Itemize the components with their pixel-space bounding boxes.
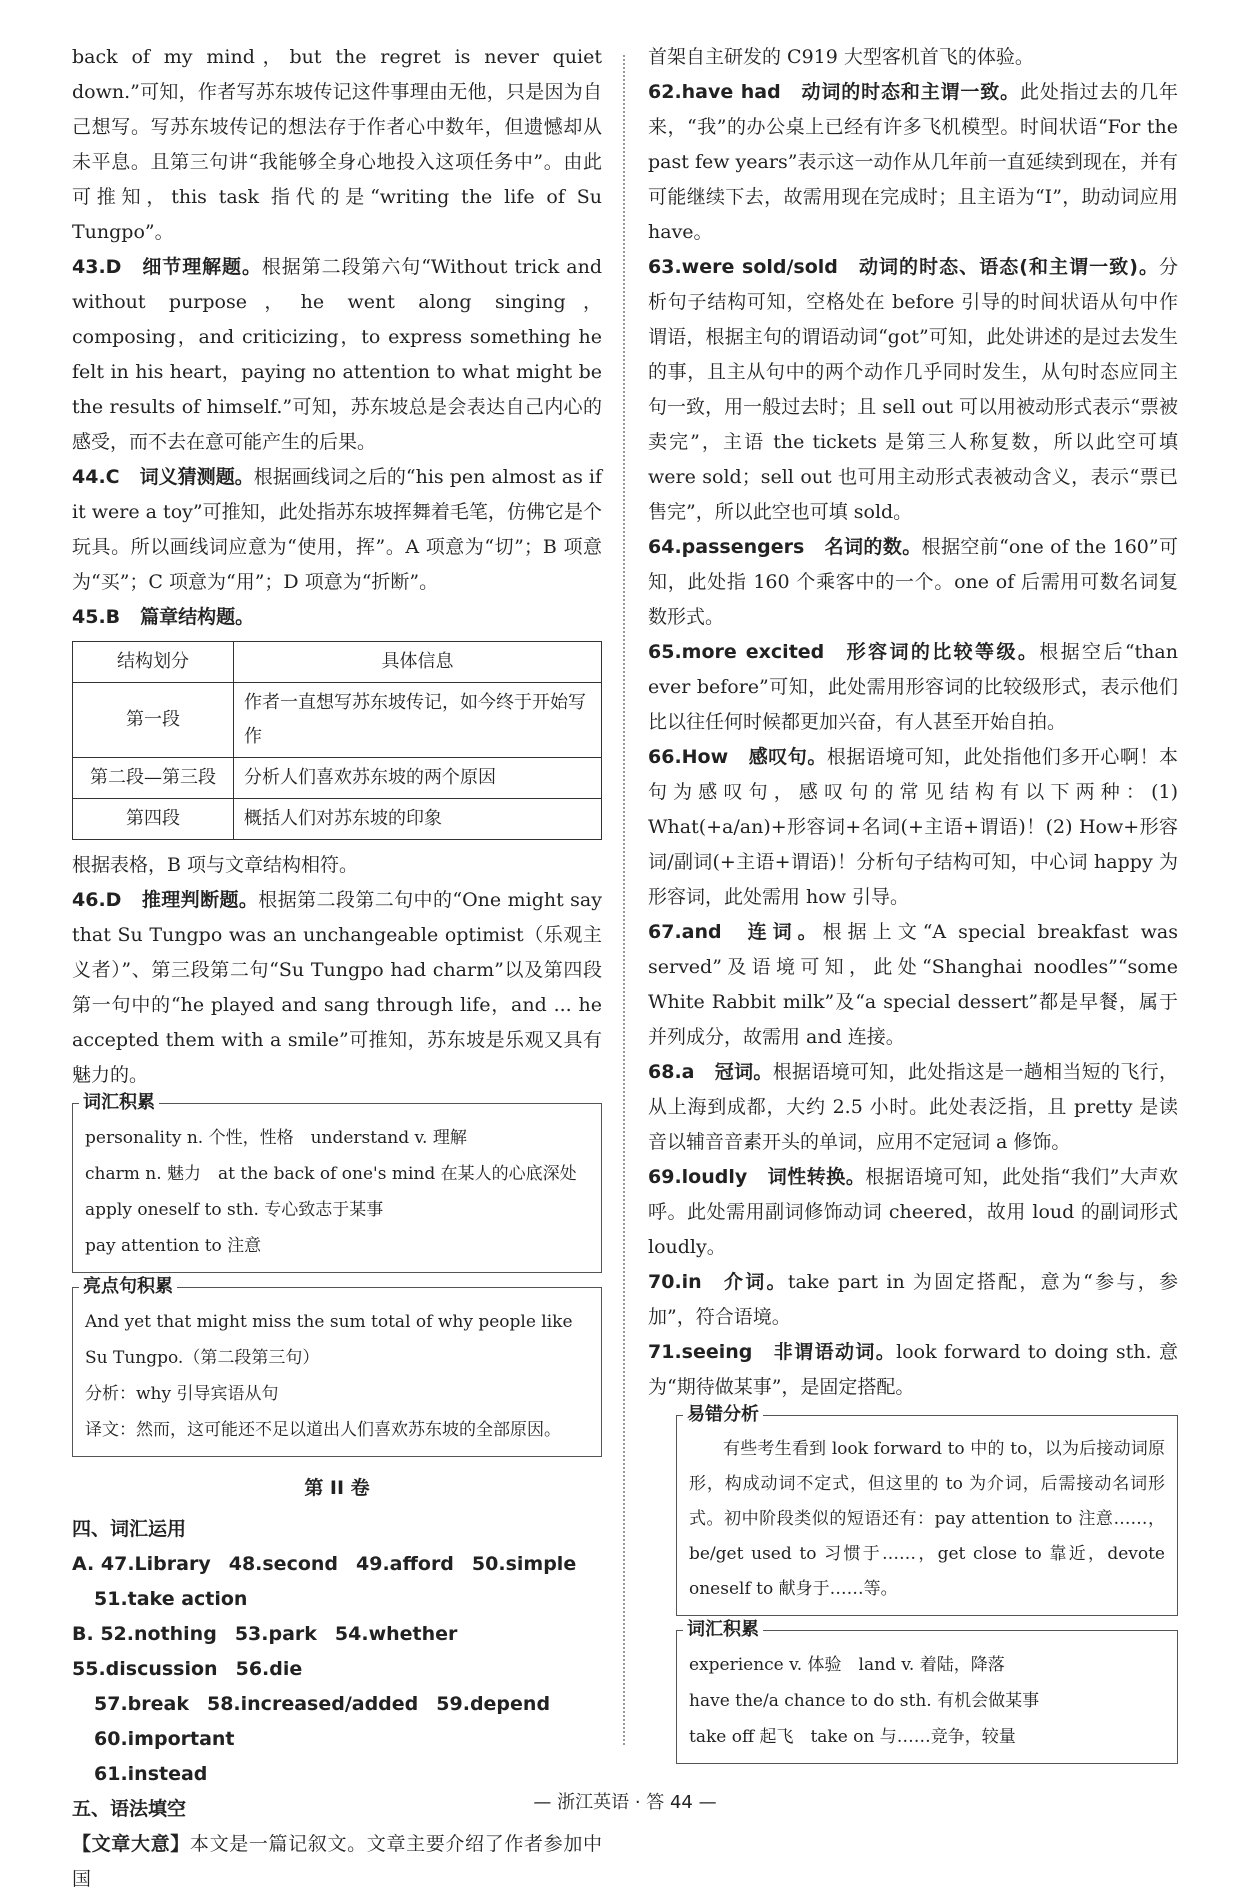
- q70-number: 70.in: [648, 1271, 702, 1293]
- q43-explanation: 根据第二段第六句“Without trick and without purpose，he went along singing，composing，and criticizing，to express something he felt in his heart，paying no attention to what might be the results of himself.”可知，苏东坡总是会表达自己内心的感受，而不去在意可能产生的后果。: [72, 256, 602, 453]
- q65-answer: [648, 635, 1178, 740]
- table-cell: 第二段—第三段: [73, 758, 234, 799]
- q63-type: 动词的时态、语态(和主谓一致)。: [857, 256, 1159, 278]
- volume-two-heading: 第 II 卷: [304, 1477, 370, 1499]
- q64-answer: [648, 530, 1178, 635]
- q66-explanation: 根据语境可知，此处指他们多开心啊！本句为感叹句，感叹句的常见结构有以下两种：(1) What(+a/an)+形容词+名词(+主语+谓语)！(2) How+形容词/副词(+主语+谓语)！分析句子结构可知，中心词 happy 为形容词，此处需用 how 引导。: [648, 746, 1178, 908]
- answer-item: 49.afford: [356, 1553, 454, 1575]
- q67-type: 连词。: [741, 921, 823, 943]
- table-cell: 分析人们喜欢苏东坡的两个原因: [234, 758, 602, 799]
- error-analysis-text: 有些考生看到 look forward to 中的 to，以为后接动词原形，构成动词不定式，但这里的 to 为介词，后需接动名词形式。初中阶段类似的短语还有：pay attention to 注意……，be/get used to 习惯于……，get close to 靠近，devote oneself to 献身于……等。: [689, 1439, 1165, 1599]
- right-column: [648, 40, 1178, 1778]
- main-idea-text: 本文是一篇记叙文。文章主要介绍了作者参加中国: [72, 1833, 602, 1890]
- q43-type: 细节理解题。: [141, 256, 262, 278]
- main-idea-continuation: 首架自主研发的 C919 大型客机首飞的体验。: [648, 46, 1034, 68]
- q70-explanation: take part in 为固定搭配，意为“参与，参加”，符合语境。: [648, 1271, 1178, 1328]
- q45-type: 篇章结构题。: [140, 606, 255, 628]
- sentence-line: 分析：why 引导宾语从句: [85, 1384, 279, 1404]
- vocab-line: experience v. 体验 land v. 着陆，降落: [689, 1655, 1005, 1675]
- page-footer: — 浙江英语 · 答 44 —: [533, 1792, 717, 1813]
- table-row: [73, 799, 602, 840]
- q64-explanation: 根据空前“one of the 160”可知，此处指 160 个乘客中的一个。one of 后需用可数名词复数形式。: [648, 536, 1178, 628]
- vocab-line: take off 起飞 take on 与……竞争，较量: [689, 1727, 1016, 1747]
- table-cell: 作者一直想写苏东坡传记，如今终于开始写作: [234, 683, 602, 758]
- table-row: [73, 683, 602, 758]
- answer-item: 51.take action: [94, 1588, 248, 1610]
- q66-type: 感叹句。: [748, 746, 827, 768]
- q43-answer: [72, 250, 602, 460]
- vocab-box-right-title: 词汇积累: [683, 1617, 763, 1643]
- q71-answer: [648, 1335, 1178, 1405]
- q45-number: 45.B: [72, 606, 121, 628]
- q71-type: 非谓语动词。: [772, 1341, 897, 1363]
- q65-number: 65.more excited: [648, 641, 825, 663]
- answer-item: 59.depend: [436, 1693, 551, 1715]
- table-header-structure: 结构划分: [73, 642, 234, 683]
- q62-number: 62.have had: [648, 81, 781, 103]
- q67-number: 67.and: [648, 921, 722, 943]
- answer-item: 53.park: [234, 1623, 317, 1645]
- q63-explanation: 分析句子结构可知，空格处在 before 引导的时间状语从句中作谓语，根据主句的谓语动词“got”可知，此处讲述的是过去发生的事，且主从句中的两个动作几乎同时发生，从句时态应同主句一致，用一般过去时；且 sell out 可以用被动形式表示“票被卖完”，主语 the tickets 是第三人称复数，所以此空可填 were sold；sell out 也可用主动形式表被动含义，表示“票已售完”，所以此空也可填 sold。: [648, 256, 1178, 523]
- q46-explanation: 根据第二段第二句中的“One might say that Su Tungpo was an unchangeable optimist（乐观主义者）”、第三段第二句“Su Tungpo had charm”以及第四段第一句中的“he played and sang through life，and ... he accepted them with a smile”可推知，苏东坡是乐观又具有魅力的。: [72, 889, 602, 1086]
- q45-conclusion: 根据表格，B 项与文章结构相符。: [72, 854, 359, 876]
- q62-type: 动词的时态和主谓一致。: [800, 81, 1020, 103]
- answer-item: 50.simple: [471, 1553, 577, 1575]
- q71-explanation: look forward to doing sth. 意为“期待做某事”，是固定搭配。: [648, 1341, 1178, 1398]
- q62-answer: [648, 75, 1178, 250]
- q63-number: 63.were sold/sold: [648, 256, 838, 278]
- answer-item: 61.instead: [94, 1763, 208, 1785]
- sentence-line: And yet that might miss the sum total of why people like Su Tungpo.（第二段第三句）: [85, 1312, 573, 1368]
- q69-answer: [648, 1160, 1178, 1265]
- answer-item: A. 47.Library: [72, 1553, 211, 1575]
- q46-answer: [72, 883, 602, 1093]
- vocab-line: apply oneself to sth. 专心致志于某事: [85, 1200, 384, 1220]
- q42-continuation: back of my mind，but the regret is never quiet down.”可知，作者写苏东坡传记这件事理由无他，只是因为自己想写。写苏东坡传记的想法存于作者心中数年，但遗憾却从未平息。且第三句讲“我能够全身心地投入这项任务中”。由此可推知，this task 指代的是“writing the life of Su Tungpo”。: [72, 46, 602, 243]
- q44-type: 词义猜测题。: [139, 466, 254, 488]
- q63-answer: [648, 250, 1178, 530]
- q67-answer: [648, 915, 1178, 1055]
- q44-explanation: 根据画线词之后的“his pen almost as if it were a toy”可推知，此处指苏东坡挥舞着毛笔，仿佛它是个玩具。所以画线词应意为“使用，挥”。A 项意为“切”；B 项意为“买”；C 项意为“用”；D 项意为“折断”。: [72, 466, 602, 593]
- column-divider: [623, 55, 625, 1745]
- left-column: [72, 40, 602, 1897]
- answer-item: 60.important: [94, 1728, 235, 1750]
- q69-type: 词性转换。: [767, 1166, 866, 1188]
- answer-item: 55.discussion: [72, 1658, 218, 1680]
- q70-answer: [648, 1265, 1178, 1335]
- q69-number: 69.loudly: [648, 1166, 748, 1188]
- q65-explanation: 根据空后“than ever before”可知，此处需用形容词的比较级形式，表示他们比以往任何时候都更加兴奋，有人甚至开始自拍。: [648, 641, 1178, 733]
- answer-item: B. 52.nothing: [72, 1623, 217, 1645]
- vocab-line: pay attention to 注意: [85, 1236, 262, 1256]
- vocab-box-right: [676, 1619, 1178, 1764]
- q46-type: 推理判断题。: [141, 889, 259, 911]
- vocab-box-title: 词汇积累: [79, 1090, 159, 1116]
- q43-number: 43.D: [72, 256, 122, 278]
- q45-answer: [72, 600, 602, 635]
- q68-answer: [648, 1055, 1178, 1160]
- answer-item: 56.die: [235, 1658, 303, 1680]
- table-row: [73, 758, 602, 799]
- main-idea: [72, 1827, 602, 1897]
- main-idea-label: 【文章大意】: [72, 1833, 190, 1855]
- structure-table: [72, 641, 602, 840]
- q44-answer: [72, 460, 602, 600]
- error-analysis-title: 易错分析: [683, 1402, 763, 1428]
- q65-type: 形容词的比较等级。: [844, 641, 1040, 663]
- vocab-line: have the/a chance to do sth. 有机会做某事: [689, 1691, 1040, 1711]
- answer-item: 57.break: [94, 1693, 189, 1715]
- q46-number: 46.D: [72, 889, 122, 911]
- q69-explanation: 根据语境可知，此处指“我们”大声欢呼。此处需用副词修饰动词 cheered，故用 loud 的副词形式 loudly。: [648, 1166, 1178, 1258]
- q44-number: 44.C: [72, 466, 120, 488]
- sentence-box-title: 亮点句积累: [79, 1274, 177, 1300]
- table-header-info: 具体信息: [234, 642, 602, 683]
- answers-b-row3: [72, 1757, 602, 1792]
- table-cell: 第一段: [73, 683, 234, 758]
- q68-number: 68.a: [648, 1061, 695, 1083]
- q64-number: 64.passengers: [648, 536, 805, 558]
- q62-explanation: 此处指过去的几年来，“我”的办公桌上已经有许多飞机模型。时间状语“For the past few years”表示这一动作从几年前一直延续到现在，并有可能继续下去，故需用现在完成时；且主语为“I”，助动词应用 have。: [648, 81, 1178, 243]
- error-analysis-box: [676, 1404, 1178, 1616]
- sentence-line: 译文：然而，这可能还不足以道出人们喜欢苏东坡的全部原因。: [85, 1420, 561, 1440]
- q66-answer: [648, 740, 1178, 915]
- section-five-title: 五、语法填空: [72, 1798, 187, 1820]
- vocab-line: charm n. 魅力 at the back of one's mind 在某人的心底深处: [85, 1164, 577, 1184]
- answers-b-row2: [72, 1687, 602, 1757]
- answers-a-row2: [72, 1582, 602, 1617]
- q68-explanation: 根据语境可知，此处指这是一趟相当短的飞行，从上海到成都，大约 2.5 小时。此处表泛指，且 pretty 是读音以辅音音素开头的单词，应用不定冠词 a 修饰。: [648, 1061, 1178, 1153]
- vocab-box: [72, 1092, 602, 1273]
- q71-number: 71.seeing: [648, 1341, 753, 1363]
- q64-type: 名词的数。: [824, 536, 922, 558]
- section-four-title: 四、词汇运用: [72, 1518, 187, 1540]
- table-cell: 概括人们对苏东坡的印象: [234, 799, 602, 840]
- sentence-box: [72, 1276, 602, 1457]
- answers-a-row1: [72, 1547, 602, 1582]
- q67-explanation: 根据上文“A special breakfast was served”及语境可知，此处“Shanghai noodles”“some White Rabbit milk”及“a special dessert”都是早餐，属于并列成分，故需用 and 连接。: [648, 921, 1178, 1048]
- answer-item: 48.second: [228, 1553, 339, 1575]
- q70-type: 介词。: [721, 1271, 788, 1293]
- q66-number: 66.How: [648, 746, 729, 768]
- answers-b-row1: [72, 1617, 602, 1687]
- vocab-line: personality n. 个性，性格 understand v. 理解: [85, 1128, 467, 1148]
- answer-item: 54.whether: [334, 1623, 458, 1645]
- q68-type: 冠词。: [714, 1061, 773, 1083]
- answer-item: 58.increased/added: [206, 1693, 419, 1715]
- table-cell: 第四段: [73, 799, 234, 840]
